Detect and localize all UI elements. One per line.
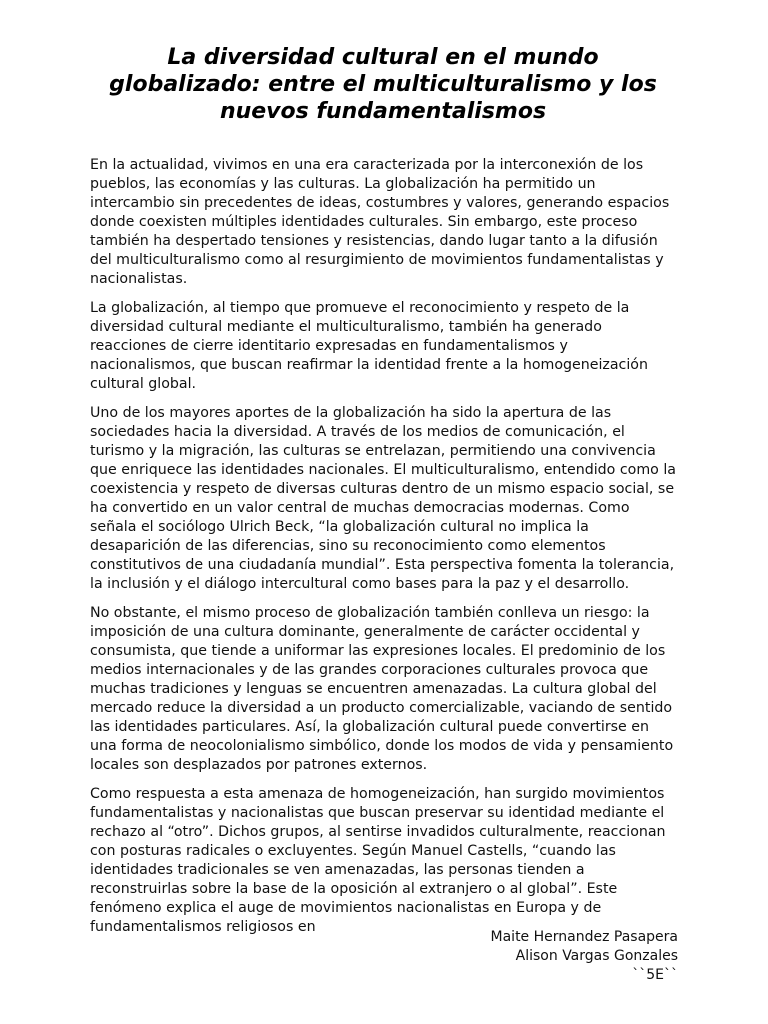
paragraph-2: La globalización, al tiempo que promueve el reconocimiento y respeto de la diversidad cultural mediante el multiculturalismo, también ha generado reacciones de cierre identitario expresadas en fundamentalismos y nacionalismos, que buscan reafirmar la identidad frente a la homogeneización cultural global. bbox=[90, 300, 648, 392]
paragraph-3: Uno de los mayores aportes de la globalización ha sido la apertura de las sociedades hacia la diversidad. A través de los medios de comunicación, el turismo y la migración, las culturas se entrelazan, permitiendo una convivencia que enriquece las identidades nacionales. El multiculturalismo, entendido como la coexistencia y respeto de diversas culturas dentro de un mismo espacio social, se ha convertido en un valor central de muchas democracias modernas. Como señala el sociólogo Ulrich Beck, “la globalización cultural no implica la desaparición de las diferencias, sino su reconocimiento como elementos constitutivos de una ciudadanía mundial”. Esta perspectiva fomenta la tolerancia, la inclusión y el diálogo intercultural como bases para la paz y el desarrollo. bbox=[90, 405, 676, 592]
document-body bbox=[90, 156, 676, 935]
paragraph-5: Como respuesta a esta amenaza de homogeneización, han surgido movimientos fundamentalistas y nacionalistas que buscan preservar su identidad mediante el rechazo al “otro”. Dichos grupos, al sentirse invadidos culturalmente, reaccionan con posturas radicales o excluyentes. Según Manuel Castells, “cuando las identidades tradicionales se ven amenazadas, las personas tienden a reconstruirlas sobre la base de la oposición al extranjero o al global”. Este fenómeno explica el auge de movimientos nacionalistas en Europa y de fundamentalismos religiosos en bbox=[90, 786, 666, 935]
paragraph-1: En la actualidad, vivimos en una era caracterizada por la interconexión de los pueblos, las economías y las culturas. La globalización ha permitido un intercambio sin precedentes de ideas, costumbres y valores, generando espacios donde coexisten múltiples identidades culturales. Sin embargo, este proceso también ha despertado tensiones y resistencias, dando lugar tanto a la difusión del multiculturalismo como al resurgimiento de movimientos fundamentalistas y nacionalistas. bbox=[90, 157, 670, 287]
paragraph-4: No obstante, el mismo proceso de globalización también conlleva un riesgo: la imposición de una cultura dominante, generalmente de carácter occidental y consumista, que tiende a uniformar las expresiones locales. El predominio de los medios internacionales y de las grandes corporaciones culturales provoca que muchas tradiciones y lenguas se encuentren amenazadas. La cultura global del mercado reduce la diversidad a un producto comercializable, vaciando de sentido las identidades particulares. Así, la globalización cultural puede convertirse en una forma de neocolonialismo simbólico, donde los modos de vida y pensamiento locales son desplazados por patrones externos. bbox=[90, 605, 674, 773]
author-name-1: Maite Hernandez Pasapera bbox=[490, 929, 678, 945]
author-signature bbox=[491, 928, 678, 985]
author-name-2: Alison Vargas Gonzales bbox=[515, 948, 678, 964]
document-title: La diversidad cultural en el mundo globalizado: entre el multiculturalismo y los nuevos fundamentalismos bbox=[109, 45, 657, 124]
class-section: ``5E`` bbox=[632, 967, 678, 983]
